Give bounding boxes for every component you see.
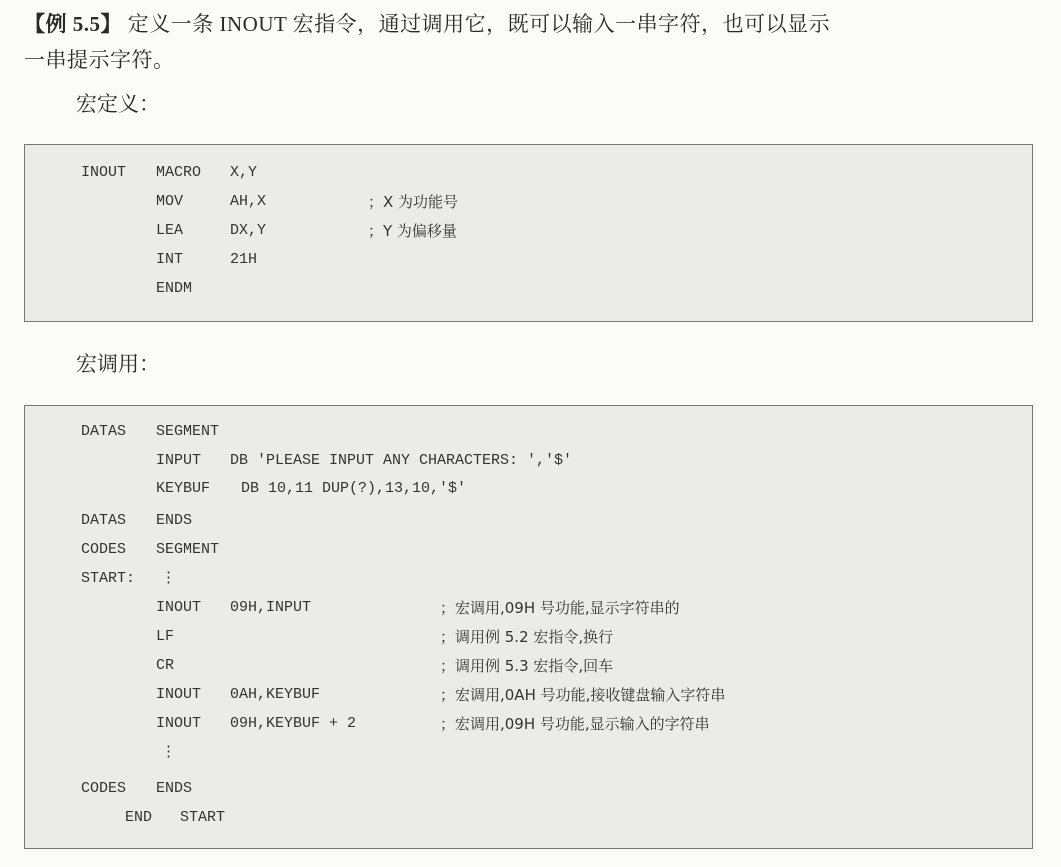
code-label: END: [125, 809, 153, 826]
code-args: AH,X: [230, 193, 267, 210]
code-line: [25, 806, 1032, 830]
example-tag: 【例 5.5】: [24, 12, 122, 36]
code-comment: ；宏调用,09H 号功能,显示字符串的: [440, 599, 680, 617]
definition-label: 宏定义：: [76, 92, 160, 116]
code-line: [25, 248, 1032, 272]
code-comment: ；X 为功能号: [368, 193, 459, 211]
code-line: [25, 596, 1032, 620]
code-line: [25, 654, 1032, 678]
code-line: [25, 777, 1032, 801]
code-comment: ；宏调用,0AH 号功能,接收键盘输入字符串: [440, 686, 726, 704]
code-comment: ；调用例 5.2 宏指令,换行: [440, 628, 614, 646]
code-op: CR: [156, 657, 175, 674]
code-comment: ；Y 为偏移量: [368, 222, 457, 240]
code-op: MACRO: [156, 164, 202, 181]
code-text: DB 10,11 DUP(?),13,10,'$': [241, 480, 467, 497]
code-line: [25, 219, 1032, 243]
code-text: DB 'PLEASE INPUT ANY CHARACTERS: ','$': [230, 452, 573, 469]
code-label: INOUT: [81, 164, 127, 181]
macro-call-label: 宏调用：: [76, 352, 160, 376]
code-label: START:: [81, 570, 136, 587]
code-op: ENDS: [156, 780, 193, 797]
intro-text-1: 定义一条 INOUT 宏指令，通过调用它，既可以输入一串字符，也可以显示: [122, 12, 831, 36]
code-line: [25, 420, 1032, 444]
code-op: ENDS: [156, 512, 193, 529]
code-line: [25, 449, 1032, 473]
code-line: [25, 477, 1032, 501]
code-comment: ；宏调用,09H 号功能,显示输入的字符串: [440, 715, 710, 733]
vertical-ellipsis: ⋮: [161, 744, 176, 761]
code-label: CODES: [81, 780, 127, 797]
code-label: DATAS: [81, 512, 127, 529]
code-op: LF: [156, 628, 175, 645]
code-args: 09H,INPUT: [230, 599, 312, 616]
macro-call-code-block: [24, 405, 1033, 849]
code-args: X,Y: [230, 164, 258, 181]
code-op: SEGMENT: [156, 541, 220, 558]
code-args: DX,Y: [230, 222, 267, 239]
code-label: CODES: [81, 541, 127, 558]
code-line: [25, 741, 1032, 765]
code-line: [25, 538, 1032, 562]
code-args: 21H: [230, 251, 258, 268]
code-op: SEGMENT: [156, 423, 220, 440]
code-op: MOV: [156, 193, 184, 210]
code-line: [25, 625, 1032, 649]
code-op: START: [180, 809, 226, 826]
code-name: KEYBUF: [156, 480, 211, 497]
code-name: INPUT: [156, 452, 202, 469]
code-op: INOUT: [156, 686, 202, 703]
code-op: INOUT: [156, 715, 202, 732]
code-line: [25, 509, 1032, 533]
code-line: [25, 683, 1032, 707]
code-line: [25, 277, 1032, 301]
code-comment: ；调用例 5.3 宏指令,回车: [440, 657, 614, 675]
macro-definition-code-block: [24, 144, 1033, 322]
code-line: [25, 161, 1032, 185]
code-line: [25, 190, 1032, 214]
code-args: 09H,KEYBUF + 2: [230, 715, 357, 732]
example-intro-line-1: [24, 6, 1044, 42]
code-label: DATAS: [81, 423, 127, 440]
code-line: [25, 567, 1032, 591]
code-args: 0AH,KEYBUF: [230, 686, 321, 703]
code-op: INT: [156, 251, 184, 268]
code-line: [25, 712, 1032, 736]
code-op: ENDM: [156, 280, 193, 297]
code-op: LEA: [156, 222, 184, 239]
code-op: INOUT: [156, 599, 202, 616]
vertical-ellipsis: ⋮: [161, 570, 176, 587]
example-intro-line-2: 一串提示字符。: [24, 48, 175, 72]
